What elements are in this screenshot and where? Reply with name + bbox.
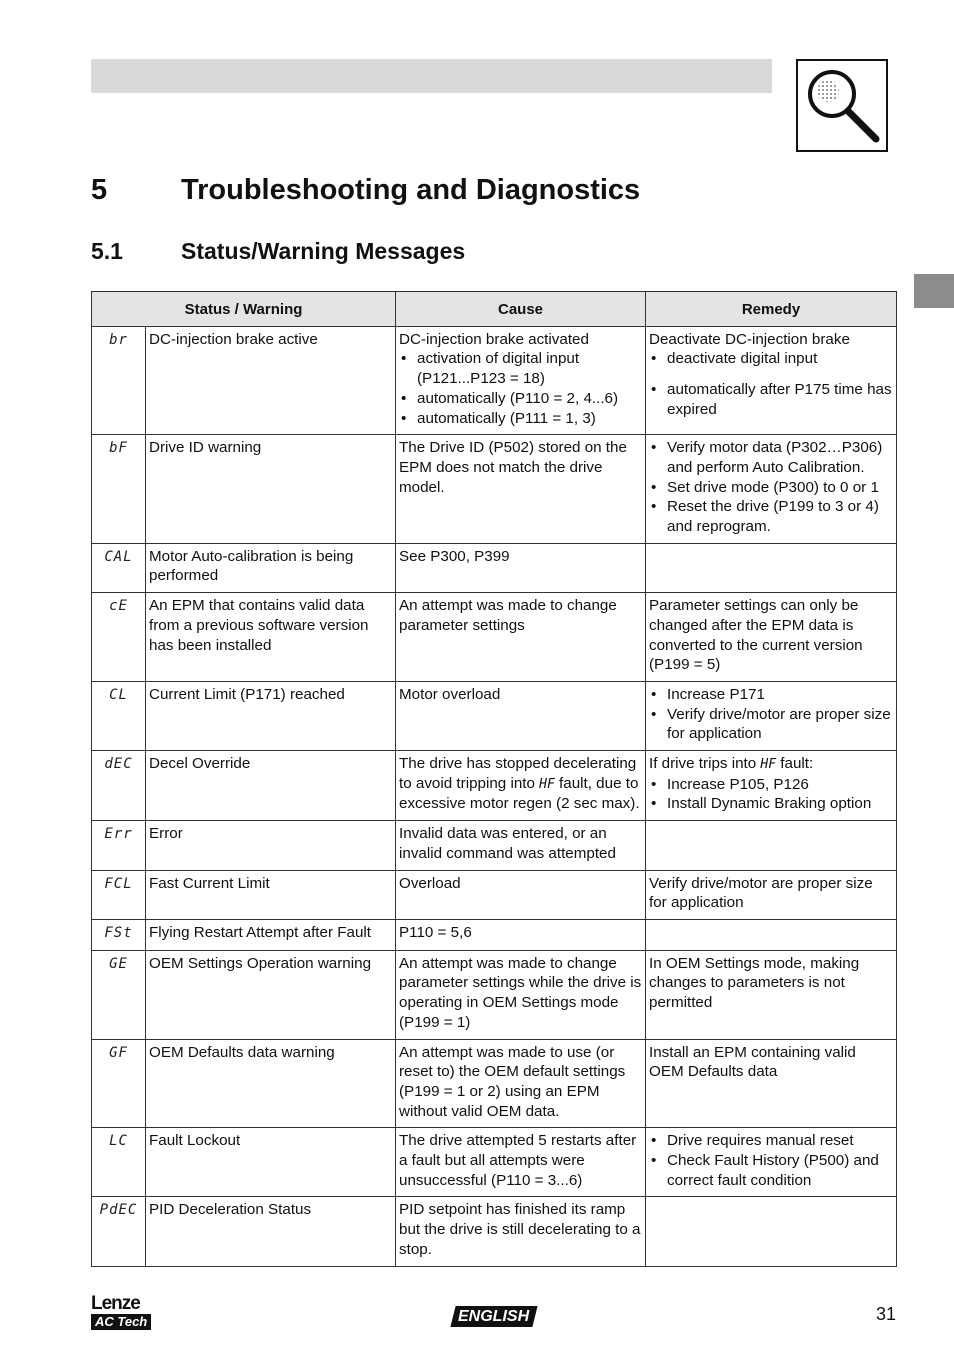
remedy-cell: Install an EPM containing valid OEM Defaults data [646, 1039, 897, 1128]
cause-cell: DC-injection brake activated • activation of digital input (P121...P123 = 18) • automatically (P110 = 2, 4...6) • automatically (P111 = 1, 3) [396, 326, 646, 435]
cause-cell: The drive has stopped decelerating to avoid tripping into HF fault, due to excessive motor regen (2 sec max). [396, 751, 646, 821]
table-row [92, 326, 897, 435]
status-warning-table [91, 291, 897, 1267]
list-item: • Verify motor data (P302…P306) and perform Auto Calibration. [649, 438, 893, 477]
cause-cell: See P300, P399 [396, 543, 646, 592]
remedy-cell [646, 1197, 897, 1266]
list-item: • activation of digital input (P121...P123 = 18) [399, 349, 642, 388]
remedy-cell: Parameter settings can only be changed after the EPM data is converted to the current version (P199 = 5) [646, 593, 897, 682]
status-code: PdEC [92, 1197, 146, 1266]
table-row [92, 681, 897, 750]
chapter-number: 5 [91, 174, 108, 206]
status-code: GF [92, 1039, 146, 1128]
remedy-cell: Verify drive/motor are proper size for application [646, 870, 897, 919]
status-text: An EPM that contains valid data from a previous software version has been installed [146, 593, 396, 682]
remedy-cell [646, 435, 897, 544]
list-item: • Check Fault History (P500) and correct fault condition [649, 1151, 893, 1190]
lenze-logo: Lenze AC Tech [91, 1295, 153, 1331]
table-row [92, 1128, 897, 1197]
page-number: 31 [875, 1304, 896, 1324]
status-code: CAL [92, 543, 146, 592]
status-text: Motor Auto-calibration is being performed [146, 543, 396, 592]
section-title: Status/Warning Messages [181, 238, 466, 264]
status-text: PID Deceleration Status [146, 1197, 396, 1266]
status-text: Fast Current Limit [146, 870, 396, 919]
cause-cell: An attempt was made to use (or reset to) the OEM default settings (P199 = 1 or 2) using an EPM without valid OEM data. [396, 1039, 646, 1128]
table-row [92, 1039, 897, 1128]
list-item: • automatically (P110 = 2, 4...6) [399, 389, 642, 409]
table-row [92, 821, 897, 870]
status-code: LC [92, 1128, 146, 1197]
status-text: Drive ID warning [146, 435, 396, 544]
status-code: cE [92, 593, 146, 682]
section-heading [91, 238, 465, 265]
chapter-side-tab [914, 274, 954, 308]
table-row [92, 435, 897, 544]
cause-cell: Overload [396, 870, 646, 919]
table-header-row [92, 292, 897, 327]
status-text: Flying Restart Attempt after Fault [146, 919, 396, 950]
remedy-cell [646, 681, 897, 750]
table-row [92, 870, 897, 919]
cause-cell: Invalid data was entered, or an invalid command was attempted [396, 821, 646, 870]
status-text: DC-injection brake active [146, 326, 396, 435]
hf-fault-code: HF [760, 757, 777, 773]
list-item: • Increase P171 [649, 685, 893, 705]
list-item: • Install Dynamic Braking option [649, 794, 893, 814]
cause-cell: P110 = 5,6 [396, 919, 646, 950]
cause-cell: PID setpoint has finished its ramp but the drive is still decelerating to a stop. [396, 1197, 646, 1266]
table-row [92, 543, 897, 592]
remedy-cell: In OEM Settings mode, making changes to parameters is not permitted [646, 950, 897, 1039]
remedy-cell [646, 543, 897, 592]
status-code: Err [92, 821, 146, 870]
table-row [92, 1197, 897, 1266]
table-row [92, 593, 897, 682]
hf-fault-code: HF [539, 776, 555, 792]
cause-cell: The drive attempted 5 restarts after a fault but all attempts were unsuccessful (P110 = 3...6) [396, 1128, 646, 1197]
status-code: GE [92, 950, 146, 1039]
table-row [92, 950, 897, 1039]
remedy-cell [646, 821, 897, 870]
cause-cell: An attempt was made to change parameter settings while the drive is operating in OEM Settings mode (P199 = 1) [396, 950, 646, 1039]
header-status: Status / Warning [92, 292, 396, 327]
header-bar [91, 59, 772, 93]
status-code: br [92, 326, 146, 435]
status-code: FSt [92, 919, 146, 950]
remedy-cell: If drive trips into HF fault: • Increase P105, P126 • Install Dynamic Braking option [646, 751, 897, 821]
status-text: OEM Settings Operation warning [146, 950, 396, 1039]
status-text: Error [146, 821, 396, 870]
language-badge: ENGLISH [450, 1306, 537, 1327]
remedy-cell: Deactivate DC-injection brake • deactivate digital input • automatically after P175 time has expired [646, 326, 897, 435]
list-item: • Reset the drive (P199 to 3 or 4) and reprogram. [649, 497, 893, 536]
magnifier-icon [798, 61, 886, 150]
list-item: • deactivate digital input [649, 349, 893, 369]
section-number: 5.1 [91, 238, 123, 264]
magnifier-icon-box [796, 59, 888, 152]
remedy-cell [646, 1128, 897, 1197]
list-item: • Set drive mode (P300) to 0 or 1 [649, 478, 893, 498]
status-text: Decel Override [146, 751, 396, 821]
table-row [92, 751, 897, 821]
list-item: • automatically after P175 time has expired [649, 380, 893, 419]
cause-cell: The Drive ID (P502) stored on the EPM does not match the drive model. [396, 435, 646, 544]
status-code: FCL [92, 870, 146, 919]
status-code: dEC [92, 751, 146, 821]
list-item: • Drive requires manual reset [649, 1131, 893, 1151]
status-code: CL [92, 681, 146, 750]
cause-cell: An attempt was made to change parameter settings [396, 593, 646, 682]
status-code: bF [92, 435, 146, 544]
list-item: • Verify drive/motor are proper size for application [649, 705, 893, 744]
remedy-cell [646, 919, 897, 950]
list-item: • automatically (P111 = 1, 3) [399, 409, 642, 429]
status-text: Fault Lockout [146, 1128, 396, 1197]
chapter-title: Troubleshooting and Diagnostics [181, 174, 641, 206]
header-remedy: Remedy [646, 292, 897, 327]
list-item: • Increase P105, P126 [649, 775, 893, 795]
status-text: Current Limit (P171) reached [146, 681, 396, 750]
chapter-heading [91, 174, 640, 207]
table-row [92, 919, 897, 950]
status-text: OEM Defaults data warning [146, 1039, 396, 1128]
cause-cell: Motor overload [396, 681, 646, 750]
header-cause: Cause [396, 292, 646, 327]
